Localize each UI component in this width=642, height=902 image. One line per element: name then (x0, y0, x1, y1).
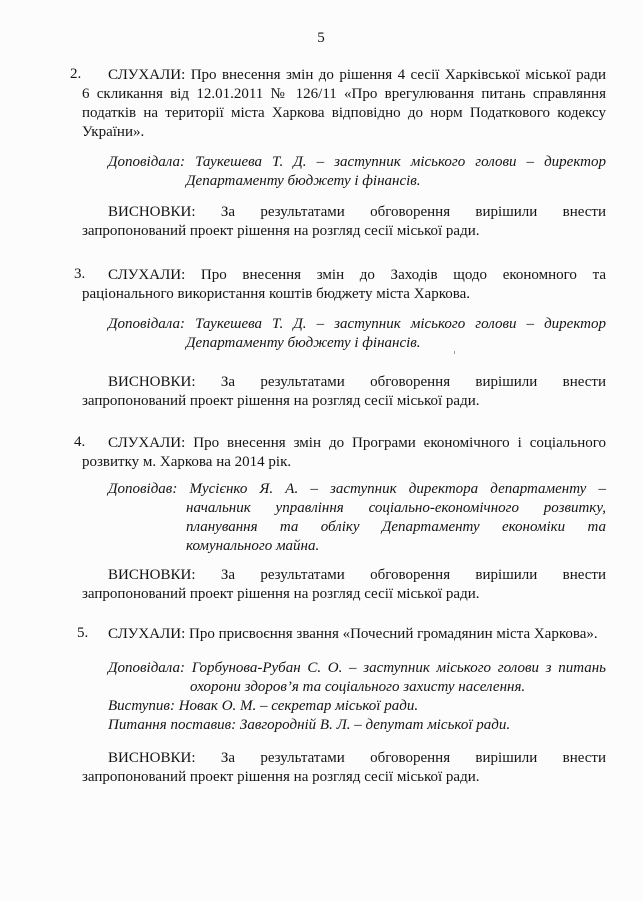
speaker-line: Виступив: Новак О. М. – секретар міської ради. (108, 698, 419, 714)
speaker-line: планування та обліку Департаменту економіки та (186, 519, 606, 535)
heard-line: розвитку м. Харкова на 2014 рік. (82, 454, 292, 470)
page-number: 5 (317, 30, 325, 46)
heard-line: України». (82, 124, 145, 140)
speaker-line: Департаменту бюджету і фінансів. (186, 173, 421, 189)
conclusion-line: ВИСНОВКИ: За результатами обговорення вирішили внести (108, 750, 606, 766)
conclusion-line: ВИСНОВКИ: За результатами обговорення вирішили внести (108, 567, 606, 583)
heard-line: податків на території міста Харкова відповідно до норм Податкового кодексу (82, 105, 606, 121)
conclusion-line: ВИСНОВКИ: За результатами обговорення вирішили внести (108, 204, 606, 220)
heard-line: СЛУХАЛИ: Про присвоєння звання «Почесний громадянин міста Харкова». (108, 626, 598, 642)
heard-line: 6 скликання від 12.01.2011 № 126/11 «Про врегулювання питань справляння (82, 86, 606, 102)
item-number: 3. (74, 266, 86, 282)
speaker-line: Доповідав: Мусієнко Я. А. – заступник директора департаменту – (108, 481, 606, 497)
speaker-line: Департаменту бюджету і фінансів. (186, 335, 421, 351)
heard-line: СЛУХАЛИ: Про внесення змін до Програми економічного і соціального (108, 435, 606, 451)
conclusion-line: запропонований проект рішення на розгляд сесії міської ради. (82, 393, 480, 409)
item-number: 2. (70, 66, 82, 82)
heard-line: СЛУХАЛИ: Про внесення змін до рішення 4 сесії Харківської міської ради (108, 67, 606, 83)
speaker-line: охорони здоров’я та соціального захисту населення. (190, 679, 526, 695)
heard-line: раціонального використання коштів бюджету міста Харкова. (82, 286, 471, 302)
conclusion-line: запропонований проект рішення на розгляд сесії міської ради. (82, 586, 480, 602)
conclusion-line: ВИСНОВКИ: За результатами обговорення вирішили внести (108, 374, 606, 390)
conclusion-line: запропонований проект рішення на розгляд сесії міської ради. (82, 769, 480, 785)
speaker-line: Доповідала: Таукешева Т. Д. – заступник міського голови – директор (108, 154, 606, 170)
speaker-line: Доповідала: Таукешева Т. Д. – заступник міського голови – директор (108, 316, 606, 332)
item-number: 5. (77, 625, 89, 641)
scan-speck (454, 351, 455, 354)
item-number: 4. (74, 434, 86, 450)
speaker-line: начальник управління соціально-економічного розвитку, (186, 500, 606, 516)
speaker-line: Доповідала: Горбунова-Рубан С. О. – заступник міського голови з питань (108, 660, 606, 676)
heard-line: СЛУХАЛИ: Про внесення змін до Заходів щодо економного та (108, 267, 606, 283)
speaker-line: комунального майна. (186, 538, 320, 554)
speaker-line: Питання поставив: Завгородній В. Л. – депутат міської ради. (108, 717, 511, 733)
conclusion-line: запропонований проект рішення на розгляд сесії міської ради. (82, 223, 480, 239)
